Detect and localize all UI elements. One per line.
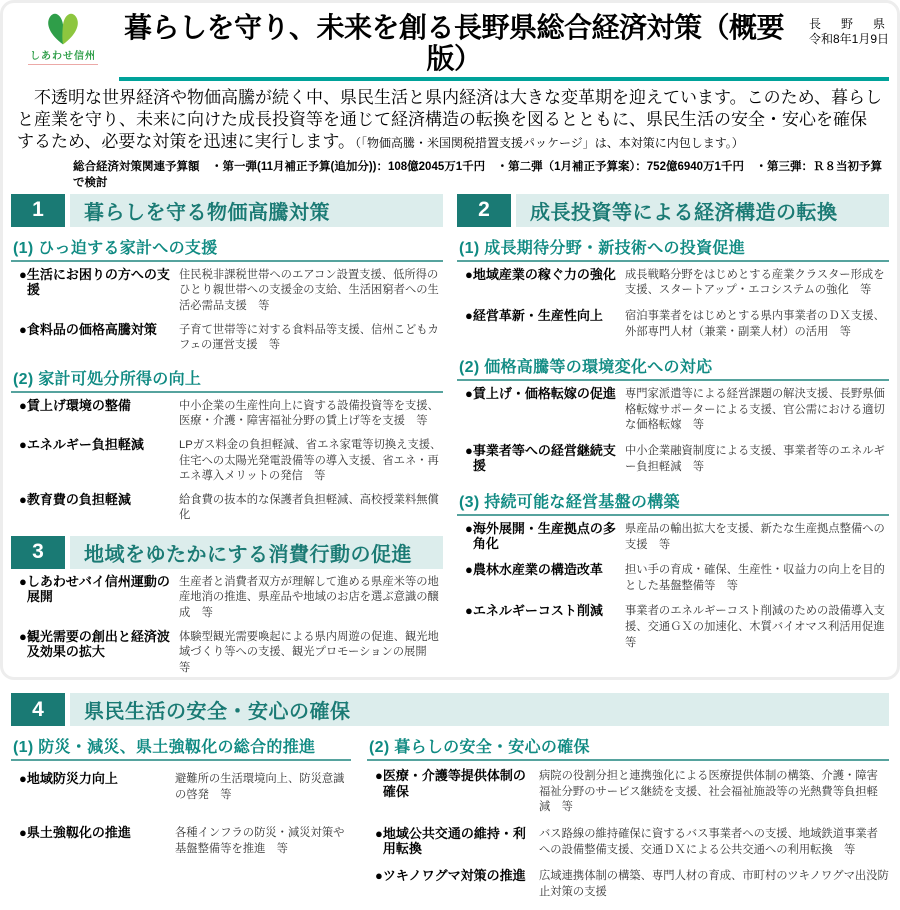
policy-item bbox=[19, 825, 351, 857]
policy-item bbox=[465, 443, 889, 475]
item-desc: 宿泊事業者をはじめとする県内事業者のＤＸ支援、外部専門人材（兼業・副業人材）の活用 等 bbox=[625, 310, 885, 338]
bullet-icon: ● bbox=[465, 442, 473, 458]
bullet-icon: ● bbox=[465, 386, 473, 402]
section-4-title: 県民生活の安全・安心の確保 bbox=[70, 693, 889, 726]
policy-item bbox=[19, 398, 443, 430]
heart-leaf-icon bbox=[41, 9, 85, 47]
bullet-icon: ● bbox=[465, 562, 473, 578]
bullet-icon: ● bbox=[465, 603, 473, 619]
bullet-icon: ● bbox=[19, 771, 27, 787]
item-term: ● 観光需要の創出と経済波及効果の拡大 bbox=[19, 629, 171, 677]
bullet-icon: ● bbox=[465, 308, 473, 324]
section-2 bbox=[457, 194, 896, 651]
item-desc: 中小企業融資制度による支援、事業者等のエネルギー負担軽減 等 bbox=[625, 444, 885, 473]
item-desc: 病院の役割分担と連携強化による医療提供体制の構築、介護・障害福祉分野のサービス継続を支援、社会福祉施設等の光熱費等負担軽減 等 bbox=[539, 770, 878, 814]
item-term: ● 農林水産業の構造改革 bbox=[465, 562, 617, 594]
item-term: ● 食料品の価格高騰対策 bbox=[19, 322, 171, 354]
header-divider bbox=[119, 77, 889, 81]
item-term: ● 県土強靱化の推進 bbox=[19, 825, 167, 857]
item-term: ● エネルギーコスト削減 bbox=[465, 603, 617, 651]
bullet-icon: ● bbox=[375, 826, 383, 842]
subsection-heading: (2) 価格高騰等の環境変化への対応 bbox=[457, 349, 889, 381]
item-term: ● 生活にお困りの方への支援 bbox=[19, 267, 171, 315]
budget-detail: ・第一弾(11月補正予算(追加分))：108億2045万1千円 ・第二弾（1月補正予算案）：752億6940万1千円 ・第三弾：Ｒ８当初予算で検討 bbox=[73, 160, 882, 189]
bullet-icon: ● bbox=[19, 397, 27, 413]
item-desc: 生産者と消費者双方が理解して進める県産米等の地産地消の推進、県産品や地域のお店を選ぶ意識の醸成 等 bbox=[179, 575, 439, 619]
item-desc: 広域連携体制の構築、専門人材の育成、市町村のツキノワグマ出没防止対策の支援 bbox=[539, 870, 889, 898]
item-desc: 県産品の輸出拡大を支援、新たな生産拠点整備への支援 等 bbox=[625, 523, 885, 551]
item-term: ● 地域産業の稼ぐ力の強化 bbox=[465, 267, 617, 299]
policy-item bbox=[465, 386, 889, 434]
policy-item bbox=[465, 308, 889, 340]
section-2-number: 2 bbox=[457, 194, 511, 227]
bullet-icon: ● bbox=[375, 868, 383, 884]
policy-item bbox=[465, 562, 889, 594]
bullet-icon: ● bbox=[19, 573, 27, 589]
page-title: 暮らしを守り、未来を創る長野県総合経済対策（概要版） bbox=[123, 12, 784, 74]
policy-item bbox=[375, 826, 889, 858]
item-term: ● エネルギー負担軽減 bbox=[19, 437, 171, 485]
item-desc: 専門家派遣等による経営課題の解決支援、長野県価格転嫁サポーターによる支援、官公需における適切な価格転嫁 等 bbox=[625, 388, 885, 432]
bullet-icon: ● bbox=[465, 521, 473, 537]
section-3-title: 地域をゆたかにする消費行動の促進 bbox=[70, 536, 443, 569]
policy-item bbox=[19, 437, 443, 485]
item-desc: 事業者のエネルギーコスト削減のための設備導入支援、交通ＧＸの加速化、木質バイオマス利活用促進 等 bbox=[625, 605, 896, 649]
item-term: ● 教育費の負担軽減 bbox=[19, 492, 171, 524]
bullet-icon: ● bbox=[19, 266, 27, 282]
bullet-icon: ● bbox=[19, 491, 27, 507]
right-column bbox=[457, 194, 896, 683]
brand-logo bbox=[11, 7, 115, 71]
subsection-heading: (3) 持続可能な経営基盤の構築 bbox=[457, 484, 889, 516]
section-1-number: 1 bbox=[11, 194, 65, 227]
item-term: ● 海外展開・生産拠点の多角化 bbox=[465, 521, 616, 552]
policy-item bbox=[465, 267, 889, 299]
bullet-icon: ● bbox=[375, 768, 383, 784]
header bbox=[11, 7, 889, 75]
section-2-header bbox=[457, 194, 889, 227]
section-3-header bbox=[11, 536, 443, 569]
bullet-icon: ● bbox=[465, 266, 473, 282]
section-1-title: 暮らしを守る物価高騰対策 bbox=[70, 194, 443, 227]
left-column bbox=[11, 194, 443, 683]
budget-line bbox=[73, 158, 889, 190]
bullet-icon: ● bbox=[19, 436, 27, 452]
item-term: ● 医療・介護等提供体制の確保 bbox=[375, 768, 531, 816]
policy-item bbox=[375, 768, 889, 816]
section-1 bbox=[11, 194, 443, 524]
section-4-header bbox=[11, 693, 889, 726]
section-4 bbox=[11, 693, 889, 910]
section-4-left bbox=[11, 729, 351, 910]
bullet-icon: ● bbox=[19, 628, 27, 644]
item-desc: 各種インフラの防災・減災対策や基盤整備等を推進 等 bbox=[175, 827, 345, 856]
issuer-block bbox=[793, 7, 889, 47]
item-term: ● ツキノワグマ対策の推進 bbox=[375, 868, 531, 900]
bullet-icon: ● bbox=[19, 825, 27, 841]
policy-item bbox=[375, 868, 889, 900]
item-term: ● 事業者等への経営継続支援 bbox=[465, 442, 616, 474]
item-term: ● 地域公共交通の維持・利用転換 bbox=[375, 826, 526, 857]
item-desc: バス路線の維持確保に資するバス事業者への支援、地域鉄道事業者への設備整備支援、交通ＤＸによる公共交通への利用転換 等 bbox=[539, 828, 878, 856]
section-2-title: 成長投資等による経済構造の転換 bbox=[516, 194, 889, 227]
org-name: 長 野 県 bbox=[808, 17, 889, 31]
subsection-heading: (2) 家計可処分所得の向上 bbox=[11, 361, 443, 393]
section-3 bbox=[11, 536, 443, 676]
item-desc: 住民税非課税世帯へのエアコン設置支援、低所得のひとり親世帯への支援金の支給、生活困窮者への生活必需品支援 等 bbox=[179, 268, 439, 313]
item-desc: 成長戦略分野をはじめとする産業クラスター形成を支援、スタートアップ・エコシステムの強化 等 bbox=[625, 268, 885, 297]
policy-item bbox=[19, 322, 443, 354]
item-desc: LPガス料金の負担軽減、省エネ家電等切換え支援、住宅への太陽光発電設備等の導入支援、省エネ・再エネ導入メリットの発信 等 bbox=[179, 438, 442, 483]
subsection-heading: (1) 成長期待分野・新技術への投資促進 bbox=[457, 230, 889, 262]
policy-item bbox=[19, 267, 443, 315]
item-term: ● 経営革新・生産性向上 bbox=[465, 308, 617, 340]
subsection-heading: (1) ひっ迫する家計への支援 bbox=[11, 230, 443, 262]
item-term: ● 地域防災力向上 bbox=[19, 771, 167, 803]
policy-item bbox=[19, 771, 351, 803]
budget-label: 総合経済対策関連予算額 bbox=[73, 160, 200, 173]
policy-item bbox=[19, 492, 443, 524]
brand-tagline bbox=[28, 64, 98, 71]
item-desc: 中小企業の生産性向上に資する設備投資等を支援、医療・介護・障害福祉分野の賃上げ等を支援 等 bbox=[179, 399, 439, 428]
item-desc: 体験型観光需要喚起による県内周遊の促進、観光地域づくり等への支援、観光プロモーションの展開 等 bbox=[179, 630, 439, 674]
section-1-header bbox=[11, 194, 443, 227]
item-desc: 担い手の育成・確保、生産性・収益力の向上を目的とした基盤整備等 等 bbox=[625, 564, 885, 592]
policy-item bbox=[465, 521, 889, 553]
intro-paragraph bbox=[17, 87, 883, 153]
item-desc: 子育て世帯等に対する食料品等支援、信州こどもカフェの運営支援 等 bbox=[179, 323, 439, 352]
policy-item bbox=[465, 603, 896, 651]
subsection-heading: (2) 暮らしの安全・安心の確保 bbox=[367, 729, 889, 761]
issue-date: 令和8年1月9日 bbox=[808, 32, 889, 46]
section-3-number: 3 bbox=[11, 536, 65, 569]
section-4-number: 4 bbox=[11, 693, 65, 726]
policy-item bbox=[19, 629, 443, 677]
item-desc: 避難所の生活環境向上、防災意識の啓発 等 bbox=[175, 773, 345, 801]
item-term: ● 賃上げ環境の整備 bbox=[19, 398, 171, 430]
subsection-heading: (1) 防災・減災、県土強靱化の総合的推進 bbox=[11, 729, 351, 761]
item-term: ● しあわせバイ信州運動の展開 bbox=[19, 574, 171, 622]
item-desc: 給食費の抜本的な保護者負担軽減、高校授業料無償化 bbox=[179, 493, 439, 522]
brand-name: しあわせ信州 bbox=[30, 51, 96, 62]
bullet-icon: ● bbox=[19, 321, 27, 337]
intro-text: 不透明な世界経済や物価高騰が続く中、県民生活と県内経済は大きな変革期を迎えています。このため、暮らしと産業を守り、未来に向けた成長投資等を通じて経済構造の転換を図るとともに、県民生活の安全・安心を確保するため、必要な対策を迅速に実行します。 bbox=[17, 87, 882, 151]
main-columns bbox=[11, 194, 896, 683]
policy-item bbox=[19, 574, 443, 622]
section-4-columns bbox=[11, 729, 889, 910]
section-4-right bbox=[367, 729, 889, 910]
title-block bbox=[115, 7, 793, 75]
item-term: ● 賃上げ・価格転嫁の促進 bbox=[465, 386, 617, 434]
intro-note: （「物価高騰・米国関税措置支援パッケージ」は、本対策に内包します。） bbox=[354, 135, 744, 150]
